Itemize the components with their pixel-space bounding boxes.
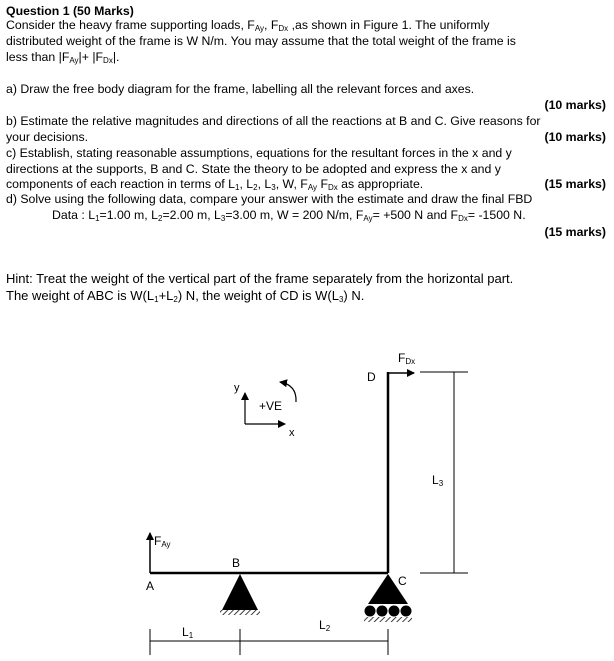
dimension-l2-label: L2 <box>319 618 331 633</box>
part-c-line-2: directions at the supports, B and C. State the theory to be adopted and express the x and y <box>6 162 501 176</box>
part-b-marks: (10 marks) <box>544 130 606 144</box>
part-d-data: Data : $L_1=1.00$ m, $L_2=2.00$ m, $L_3=3.00$ m, W = 200 N/m, $F_{Ay}= +500$ N and $F_{Dx}= -1500$ N. <box>52 208 526 223</box>
label-b: B <box>232 556 241 570</box>
support-c-roller <box>377 606 388 617</box>
question-title: Question 1 (50 Marks) <box>6 4 134 18</box>
part-a-marks: (10 marks) <box>544 98 606 112</box>
part-b-line-1: b) Estimate the relative magnitudes and directions of all the reactions at B and C. Give reasons for <box>6 114 541 128</box>
part-a-text: a) Draw the free body diagram for the frame, labelling all the relevant forces and axes. <box>6 82 475 96</box>
support-c-roller <box>401 606 412 617</box>
support-b-ground <box>220 610 260 615</box>
positive-rotation-arrow <box>280 382 296 402</box>
support-b-pin-triangle <box>222 574 258 610</box>
hint-line-1: Hint: Treat the weight of the vertical part of the frame separately from the horizontal part. <box>6 271 514 286</box>
support-c-ground <box>364 617 412 622</box>
part-c-line-1: c) Establish, stating reasonable assumptions, equations for the resultant forces in the x and y <box>6 146 512 160</box>
question-intro-line-2: distributed weight of the frame is W N/m. You may assume that the total weight of the frame is <box>6 34 516 48</box>
sign-convention-label: +VE <box>259 399 283 413</box>
dimension-l3-label: L3 <box>432 473 444 488</box>
force-fay-label: FAy <box>154 534 171 549</box>
label-d: D <box>367 370 376 384</box>
label-a: A <box>146 579 155 593</box>
hint-line-2: The weight of ABC is $W(L_1+L_2)$ N, the weight of CD is $W(L_3)$ N. <box>6 288 365 304</box>
axis-x-label: x <box>289 427 295 439</box>
label-c: C <box>398 574 407 588</box>
part-b-line-2: your decisions. <box>6 130 89 144</box>
question-intro-line-1: Consider the heavy frame supporting loads, $F_{Ay}$, $F_{Dx}$ ,as shown in Figure 1. The uniformly <box>6 18 490 33</box>
question-intro-line-3: less than $|F_{Ay}|+ |F_{Dx}|$. <box>6 50 120 65</box>
support-c-roller <box>389 606 400 617</box>
part-c-marks: (15 marks) <box>544 177 606 191</box>
part-c-line-3: components of each reaction in terms of $L_1$, $L_2$, $L_3$, W, $F_{Ay}$ $F_{Dx}$ as appropriate. <box>6 177 424 192</box>
axis-y-label: y <box>234 382 240 394</box>
part-d-marks: (15 marks) <box>544 225 606 239</box>
force-fdx-label: FDx <box>398 351 416 366</box>
part-d-text: d) Solve using the following data, compare your answer with the estimate and draw the final FBD <box>6 192 533 206</box>
dimension-l1-label: L1 <box>182 625 194 640</box>
support-c-roller <box>365 606 376 617</box>
